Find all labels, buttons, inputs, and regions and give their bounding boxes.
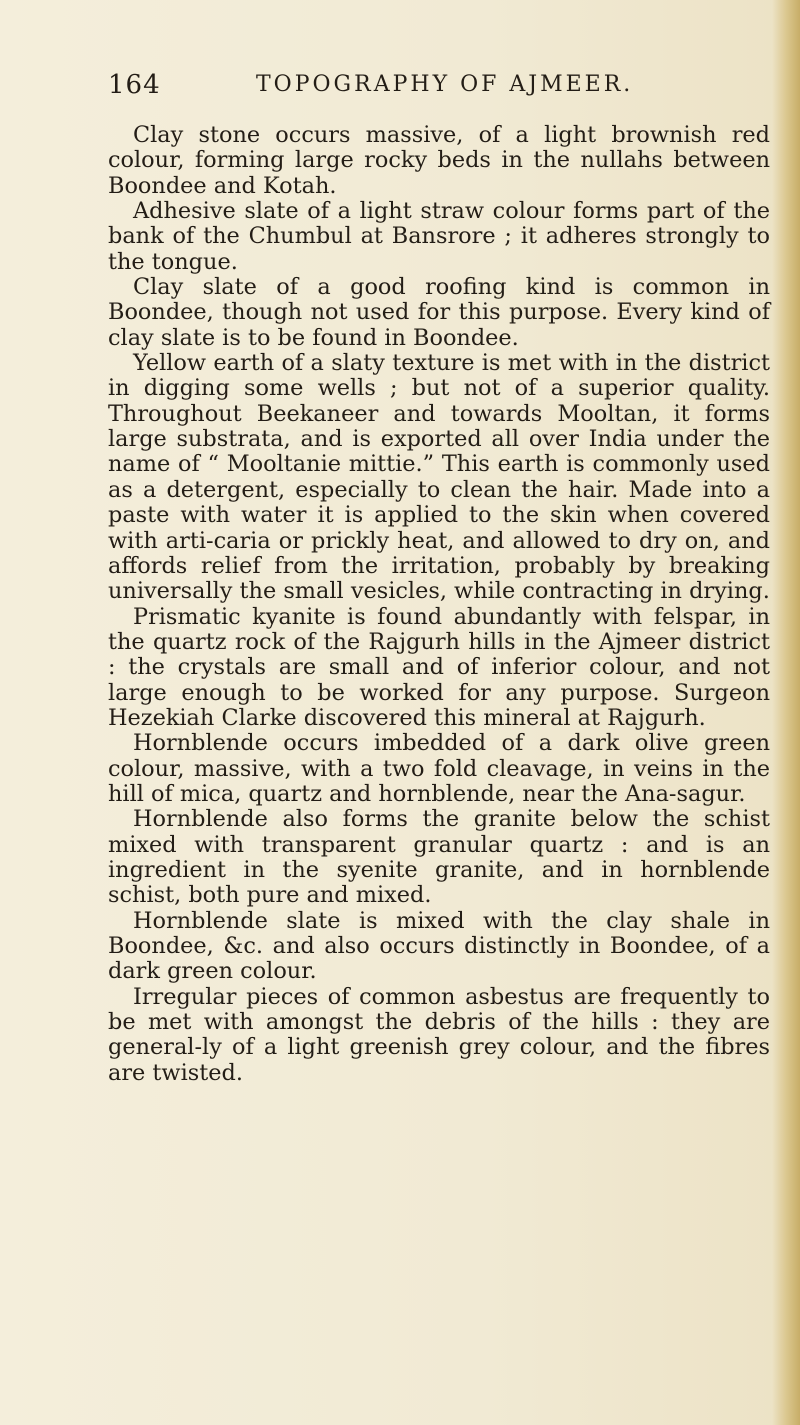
paragraph-hornblende: Hornblende occurs imbedded of a dark olive green colour, massive, with a two fold cleavage, in veins in the hill of mica, quartz and hornblende, near the Ana-sagur. [108,730,770,807]
page-edge-shadow [772,0,800,1425]
paragraph-hornblende-granite: Hornblende also forms the granite below the schist mixed with transparent granular quartz : and is an ingredient in the syenite granite, and in hornblende schist, both pure and mixed. [108,806,770,909]
page-header [108,70,708,110]
paragraph-adhesive-slate: Adhesive slate of a light straw colour forms part of the bank of the Chumbul at Bansrore ; it adheres strongly to the tongue. [108,198,770,275]
paragraph-prismatic-kyanite: Prismatic kyanite is found abundantly with felspar, in the quartz rock of the Rajgurh hills in the Ajmeer district : the crystals are small and of inferior colour, and not large enough to be worked for any purpose. Surgeon Hezekiah Clarke discovered this mineral at Rajgurh. [108,603,770,731]
paragraph-clay-slate: Clay slate of a good roofing kind is common in Boondee, though not used for this purpose. Every kind of clay slate is to be found in Boondee. [108,274,770,351]
paragraph-hornblende-slate: Hornblende slate is mixed with the clay shale in Boondee, &c. and also occurs distinctly in Boondee, of a dark green colour. [108,907,770,985]
paragraph-yellow-earth: Yellow earth of a slaty texture is met with in the district in digging some wells ; but not of a superior quality. Throughout Beekaneer and towards Mooltan, it forms large substrata, and is exported all over India under the name of “ Mooltanie mittie.” This earth is commonly used as a detergent, especially to clean the hair. Made into a paste with water it is applied to the skin when covered with arti-caria or prickly heat, and allowed to dry on, and affords relief from the irritation, probably by breaking universally the small vesicles, while contracting in drying. [108,350,770,605]
page-number: 164 [108,70,161,100]
paragraph-clay-stone: Clay stone occurs massive, of a light brownish red colour, forming large rocky beds in the nullahs between Boondee and Kotah. [108,122,770,199]
paragraph-asbestus: Irregular pieces of common asbestus are frequently to be met with amongst the debris of the hills : they are general-ly of a light greenish grey colour, and the fibres are twisted. [108,983,770,1086]
running-title: TOPOGRAPHY OF AJMEER. [256,72,634,97]
body-text [108,123,770,1086]
